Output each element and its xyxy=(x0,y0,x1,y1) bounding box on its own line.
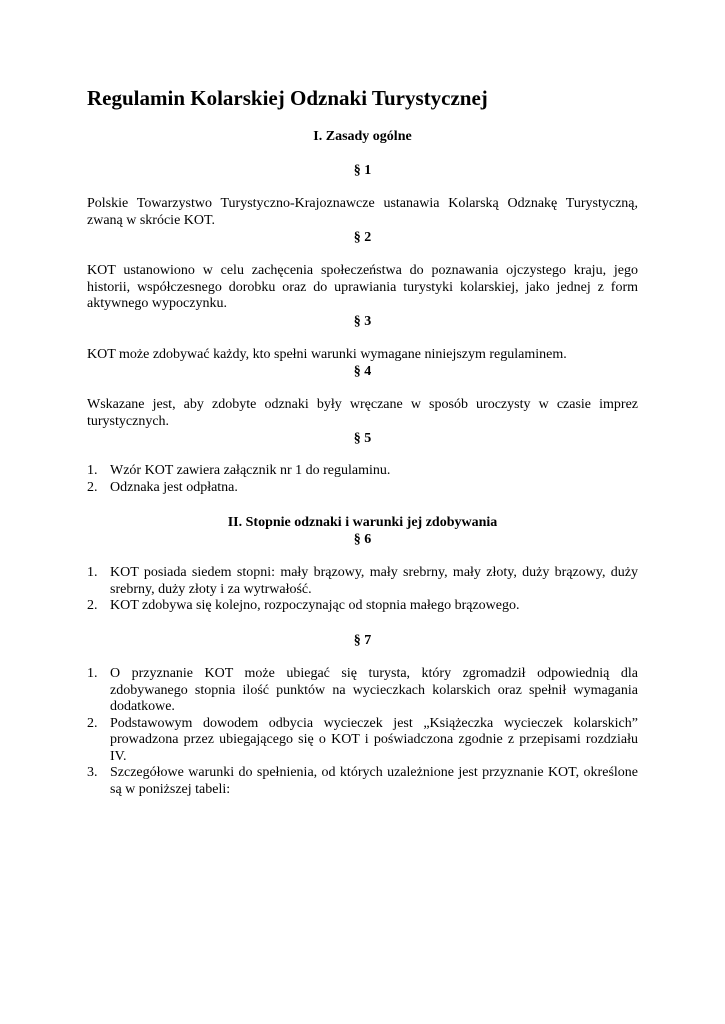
paragraph-sign-1: § 1 xyxy=(353,163,372,178)
list-item-number: 1. xyxy=(87,463,98,478)
document-title: Regulamin Kolarskiej Odznaki Turystycznej xyxy=(87,86,488,110)
paragraph-sign-3: § 3 xyxy=(353,314,372,329)
list-item-number: 2. xyxy=(87,598,98,613)
list-item-number: 2. xyxy=(87,479,98,495)
paragraph-sign-7: § 7 xyxy=(353,633,372,648)
list-item xyxy=(87,565,638,598)
list-item-text: O przyznanie KOT może ubiegać się turysta, który zgromadził odpowiednią dla zdobywanego stopnia ilość punktów na wycieczkach kolarskich oraz spełnił wymagania dodatkowe. xyxy=(110,666,638,714)
list-item xyxy=(87,463,638,480)
paragraph-sign-4: § 4 xyxy=(353,364,372,379)
paragraph-text-2: KOT ustanowiono w celu zachęcenia społeczeństwa do poznawania ojczystego kraju, jego historii, współczesnego dorobku oraz do uprawiania turystyki kolarskiej, jako jednej z form aktywnego wypoczynku. xyxy=(87,263,638,311)
list-item-text: Szczegółowe warunki do spełnienia, od których uzależnione jest przyznanie KOT, określone są w poniższej tabeli: xyxy=(110,765,638,797)
list-item-text: KOT posiada siedem stopni: mały brązowy, mały srebrny, mały złoty, duży brązowy, duży srebrny, duży złoty i za wytrwałość. xyxy=(110,565,638,597)
paragraph-sign-6: § 6 xyxy=(353,532,372,547)
list-item-number: 1. xyxy=(87,565,98,580)
paragraph-text-4: Wskazane jest, aby zdobyte odznaki były wręczane w sposób uroczysty w czasie imprez turystycznych. xyxy=(87,397,638,429)
paragraph-sign-5: § 5 xyxy=(353,431,372,446)
list-item-text: Wzór KOT zawiera załącznik nr 1 do regulaminu. xyxy=(110,463,391,478)
list-item-number: 3. xyxy=(87,765,98,780)
paragraph-list-6 xyxy=(87,565,638,615)
list-item xyxy=(87,480,638,497)
list-item-number: 2. xyxy=(87,715,98,731)
list-item-text: Odznaka jest odpłatna. xyxy=(110,479,238,495)
list-item xyxy=(87,765,638,798)
section-heading-1: I. Zasady ogólne xyxy=(313,129,412,144)
paragraph-list-7 xyxy=(87,666,638,798)
paragraph-text-3: KOT może zdobywać każdy, kto spełni warunki wymagane niniejszym regulaminem. xyxy=(87,347,567,362)
list-item xyxy=(87,666,638,716)
paragraph-text-1: Polskie Towarzystwo Turystyczno-Krajoznawcze ustanawia Kolarską Odznakę Turystyczną, zwaną w skrócie KOT. xyxy=(87,196,638,228)
paragraph-sign-2: § 2 xyxy=(353,230,372,245)
list-item xyxy=(87,716,638,766)
list-item-number: 1. xyxy=(87,666,98,681)
list-item-text: Podstawowym dowodem odbycia wycieczek jest „Książeczka wycieczek kolarskich” prowadzona przez ubiegającego się o KOT i poświadczona zgodnie z przepisami rozdziału IV. xyxy=(110,715,638,764)
section-heading-2: II. Stopnie odznaki i warunki jej zdobywania xyxy=(227,515,498,530)
paragraph-list-5 xyxy=(87,463,638,496)
list-item-text: KOT zdobywa się kolejno, rozpoczynając od stopnia małego brązowego. xyxy=(110,598,520,613)
list-item xyxy=(87,598,638,615)
